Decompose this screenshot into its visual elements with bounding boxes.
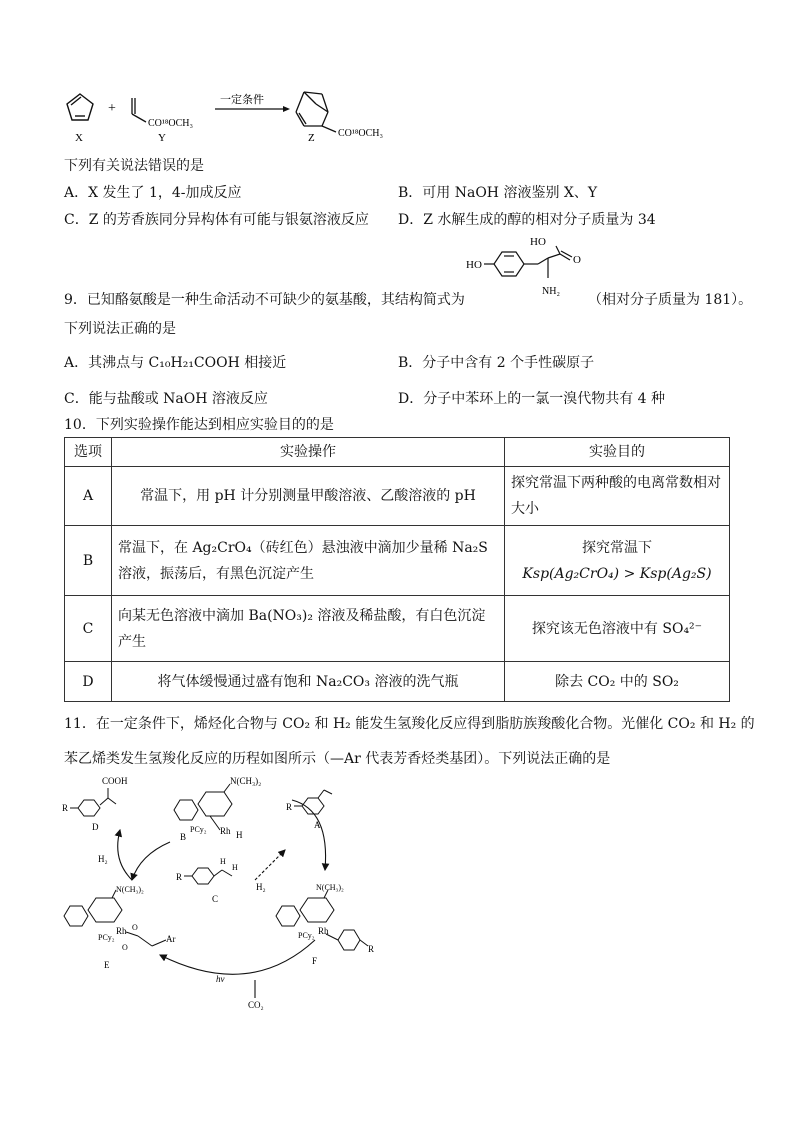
row-option: B — [65, 526, 112, 596]
reaction-scheme — [60, 78, 420, 148]
arrow-f-to-e — [160, 940, 318, 974]
q8-option-d: D．Z 水解生成的醇的相对分子质量为 34 — [398, 212, 656, 228]
catalytic-cycle-diagram — [60, 770, 400, 1020]
svg-text:A: A — [314, 820, 321, 830]
q8-option-c: C．Z 的芳香族同分异构体有可能与银氨溶液反应 — [64, 212, 369, 228]
svg-text:Rh: Rh — [116, 926, 127, 936]
compound-d — [62, 776, 128, 832]
row-goal — [505, 526, 730, 596]
ho-label: HO — [466, 259, 482, 271]
row-operation: 常温下，在 Ag₂CrO₄（砖红色）悬浊液中滴加少量稀 Na₂S 溶液，振荡后，有黑色沉淀产生 — [112, 526, 505, 596]
svg-text:E: E — [104, 960, 110, 970]
svg-text:R: R — [176, 872, 183, 882]
tyrosine-structure — [462, 232, 592, 304]
q9-stem: 9．已知酪氨酸是一种生命活动不可缺少的氨基酸，其结构简式为 — [64, 292, 465, 308]
h2-label-left: H₂ — [98, 854, 108, 864]
svg-text:O: O — [573, 254, 581, 266]
svg-text:N(CH₃)₂: N(CH₃)₂ — [230, 776, 262, 786]
nh2-label: NH₂ — [542, 286, 560, 297]
svg-text:F: F — [312, 956, 318, 966]
svg-text:R: R — [368, 944, 375, 954]
table-row — [65, 526, 730, 596]
arrow-to-d — [118, 830, 132, 880]
experiment-table — [64, 437, 730, 702]
q8-option-b: B．可用 NaOH 溶液鉴别 X、Y — [398, 185, 598, 201]
svg-text:D: D — [92, 822, 99, 832]
row-goal: 探究常温下两种酸的电离常数相对大小 — [505, 467, 730, 526]
svg-text:H: H — [236, 830, 243, 840]
svg-text:PCy₂: PCy₂ — [98, 933, 115, 942]
y-group: CO¹⁸OCH₃ — [148, 118, 193, 129]
hv-label: hν — [216, 974, 225, 984]
q9-sub-stem: 下列说法正确的是 — [64, 321, 176, 337]
svg-text:PCy₂: PCy₂ — [190, 825, 207, 834]
q9-mass-note: （相对分子质量为 181）。 — [588, 292, 753, 308]
norbornene-structure — [296, 92, 336, 132]
q9-option-d: D．分子中苯环上的一氯一溴代物共有 4 种 — [398, 391, 666, 407]
svg-text:PCy₂: PCy₂ — [298, 931, 315, 940]
header-option: 选项 — [65, 438, 112, 467]
q9-option-a: A．其沸点与 C₁₀H₂₁COOH 相接近 — [64, 355, 287, 371]
q8-stem: 下列有关说法错误的是 — [64, 158, 204, 174]
row-option: D — [65, 662, 112, 702]
header-goal: 实验目的 — [505, 438, 730, 467]
header-operation: 实验操作 — [112, 438, 505, 467]
compound-e — [64, 885, 176, 970]
cyclopentadiene-structure — [67, 94, 93, 120]
table-row — [65, 662, 730, 702]
label-y: Y — [158, 132, 166, 144]
q11-line1: 11．在一定条件下，烯烃化合物与 CO₂ 和 H₂ 能发生氢羧化反应得到脂肪族羧酸化合物。光催化 CO₂ 和 H₂ 的 — [64, 716, 755, 732]
h2-label-middle: H₂ — [256, 882, 266, 892]
q9-option-b: B．分子中含有 2 个手性碳原子 — [398, 355, 595, 371]
row-operation: 向某无色溶液中滴加 Ba(NO₃)₂ 溶液及稀盐酸，有白色沉淀产生 — [112, 596, 505, 662]
label-z: Z — [308, 132, 315, 144]
table-row — [65, 596, 730, 662]
svg-text:COOH: COOH — [102, 776, 128, 786]
arrow-c-dashed — [255, 850, 285, 880]
label-x: X — [75, 132, 83, 144]
row-goal: 除去 CO₂ 中的 SO₂ — [505, 662, 730, 702]
compound-f — [276, 883, 374, 966]
svg-text:H: H — [220, 857, 226, 866]
svg-text:O: O — [122, 943, 128, 952]
row-option: C — [65, 596, 112, 662]
row-goal-line2: Ksp(Ag₂CrO₄) > Ksp(Ag₂S) — [522, 565, 712, 582]
svg-text:O: O — [132, 923, 138, 932]
co2-label: CO₂ — [248, 1000, 264, 1010]
svg-text:H: H — [232, 863, 238, 872]
table-header-row — [65, 438, 730, 467]
q8-option-a: A．X 发生了 1，4-加成反应 — [64, 185, 242, 201]
arrow-b-to-d — [132, 842, 170, 880]
svg-text:R: R — [62, 803, 69, 813]
svg-text:C: C — [212, 894, 219, 904]
compound-c — [176, 857, 238, 904]
plus-sign: + — [108, 101, 116, 116]
svg-text:B: B — [180, 832, 187, 842]
q9-option-c: C．能与盐酸或 NaOH 溶液反应 — [64, 391, 268, 407]
row-option: A — [65, 467, 112, 526]
row-operation: 将气体缓慢通过盛有饱和 Na₂CO₃ 溶液的洗气瓶 — [112, 662, 505, 702]
svg-text:N(CH₃)₂: N(CH₃)₂ — [316, 883, 344, 892]
z-group: CO¹⁸OCH₃ — [338, 128, 383, 139]
row-goal: 探究该无色溶液中有 SO₄²⁻ — [505, 596, 730, 662]
svg-text:R: R — [286, 802, 293, 812]
table-row — [65, 467, 730, 526]
q10-stem: 10．下列实验操作能达到相应实验目的的是 — [64, 417, 334, 433]
compound-b — [174, 776, 261, 842]
acrylate-structure — [132, 98, 146, 122]
row-goal-line1: 探究常温下 — [582, 539, 652, 556]
svg-text:Rh: Rh — [318, 926, 329, 936]
svg-text:N(CH₃)₂: N(CH₃)₂ — [116, 885, 144, 894]
condition-label: 一定条件 — [220, 94, 264, 106]
q11-line2: 苯乙烯类发生氢羧化反应的历程如图所示（—Ar 代表芳香烃类基团）。下列说法正确的是 — [64, 751, 611, 767]
oh-label: HO — [530, 236, 546, 248]
row-operation: 常温下，用 pH 计分别测量甲酸溶液、乙酸溶液的 pH — [112, 467, 505, 526]
compound-a — [286, 790, 332, 830]
svg-text:Ar: Ar — [166, 934, 176, 944]
svg-text:Rh: Rh — [220, 826, 231, 836]
